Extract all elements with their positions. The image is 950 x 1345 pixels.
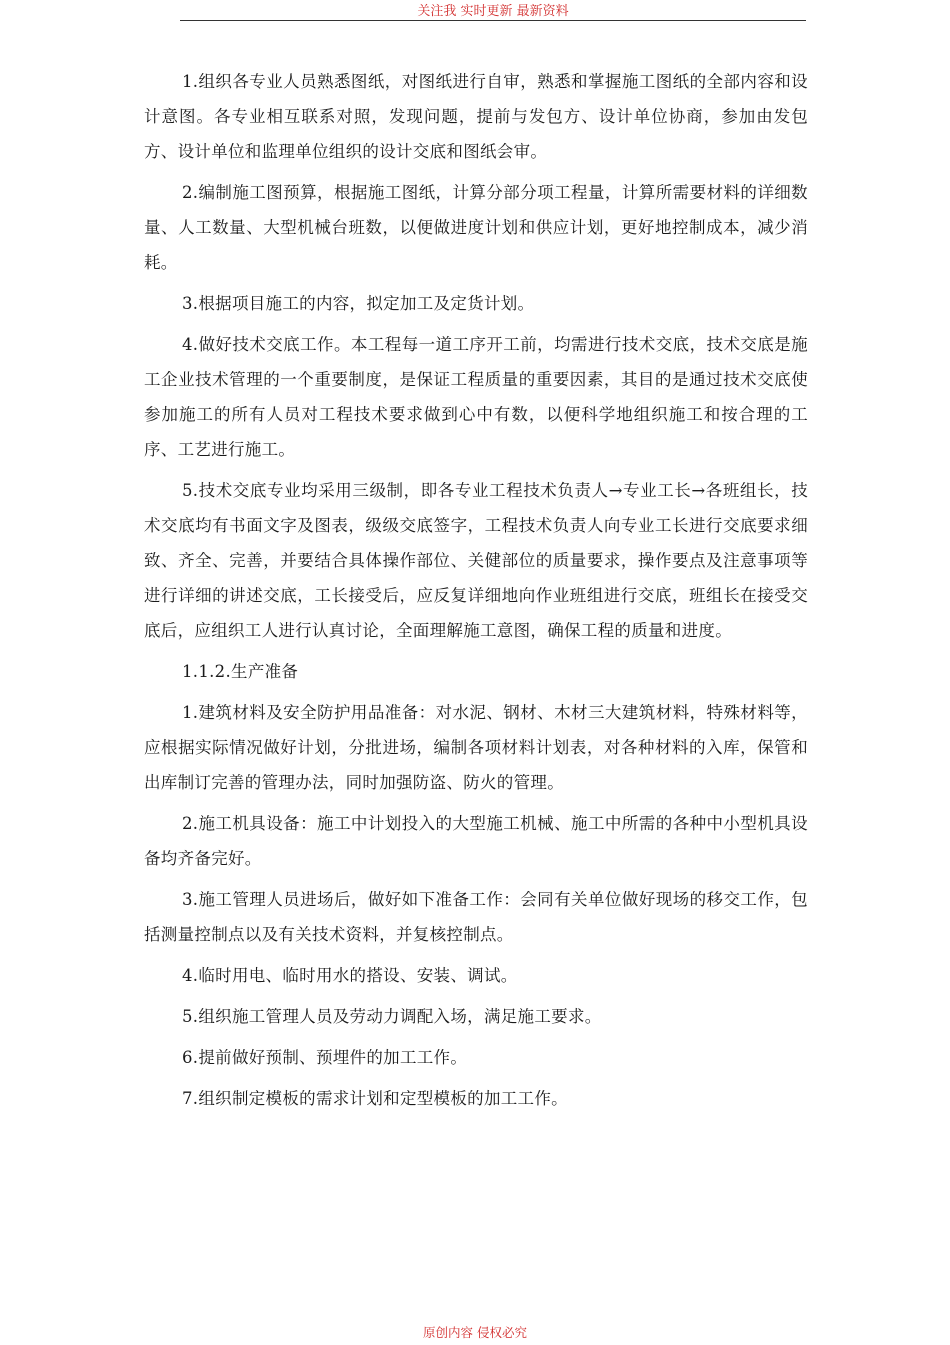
document-body [144,64,808,1122]
paragraph-formwork: 7.组织制定模板的需求计划和定型模板的加工工作。 [182,1089,568,1108]
paragraph-technical-briefing: 4.做好技术交底工作。本工程每一道工序开工前，均需进行技术交底，技术交底是施工企业技术管理的一个重要制度，是保证工程质量的重要因素，其目的是通过技术交底使参加施工的所有人员对工程技术要求做到心中有数，以便科学地组织施工和按合理的工序、工艺进行施工。 [144,335,808,459]
paragraph-materials: 1.建筑材料及安全防护用品准备：对水泥、钢材、木材三大建筑材料，特殊材料等，应根据实际情况做好计划，分批进场，编制各项材料计划表，对各种材料的入库，保管和出库制订完善的管理办法，同时加强防盗、防火的管理。 [144,703,808,792]
paragraph-staffing: 5.组织施工管理人员及劳动力调配入场，满足施工要求。 [182,1007,602,1026]
page-footer: 原创内容 侵权必究 [423,1325,527,1340]
paragraph-three-level-briefing: 5.技术交底专业均采用三级制，即各专业工程技术负责人→专业工长→各班组长，技术交底均有书面文字及图表，级级交底签字，工程技术负责人向专业工长进行交底要求细致、齐全、完善，并要结合具体操作部位、关健部位的质量要求，操作要点及注意事项等进行详细的讲述交底，工长接受后，应反复详细地向作业班组进行交底，班组长在接受交底后，应组织工人进行认真讨论，全面理解施工意图，确保工程的质量和进度。 [144,481,808,640]
paragraph-budget: 2.编制施工图预算，根据施工图纸，计算分部分项工程量，计算所需要材料的详细数量、人工数量、大型机械台班数，以便做进度计划和供应计划，更好地控制成本，减少消耗。 [144,183,808,272]
section-heading-production-prep: 1.1.2.生产准备 [182,662,299,681]
paragraph-site-handover: 3.施工管理人员进场后，做好如下准备工作：会同有关单位做好现场的移交工作，包括测量控制点以及有关技术资料，并复核控制点。 [144,890,808,944]
header-banner-text: 关注我 实时更新 最新资料 [417,4,569,19]
paragraph-procurement-plan: 3.根据项目施工的内容，拟定加工及定货计划。 [182,294,535,313]
paragraph-temporary-utilities: 4.临时用电、临时用水的搭设、安装、调试。 [182,966,518,985]
paragraph-prefabrication: 6.提前做好预制、预埋件的加工工作。 [182,1048,468,1067]
paragraph-drawing-review: 1.组织各专业人员熟悉图纸，对图纸进行自审，熟悉和掌握施工图纸的全部内容和设计意图。各专业相互联系对照，发现问题，提前与发包方、设计单位协商，参加由发包方、设计单位和监理单位组织的设计交底和图纸会审。 [144,72,808,161]
paragraph-machinery: 2.施工机具设备：施工中计划投入的大型施工机械、施工中所需的各种中小型机具设备均齐备完好。 [144,814,808,868]
page-header [180,0,806,21]
